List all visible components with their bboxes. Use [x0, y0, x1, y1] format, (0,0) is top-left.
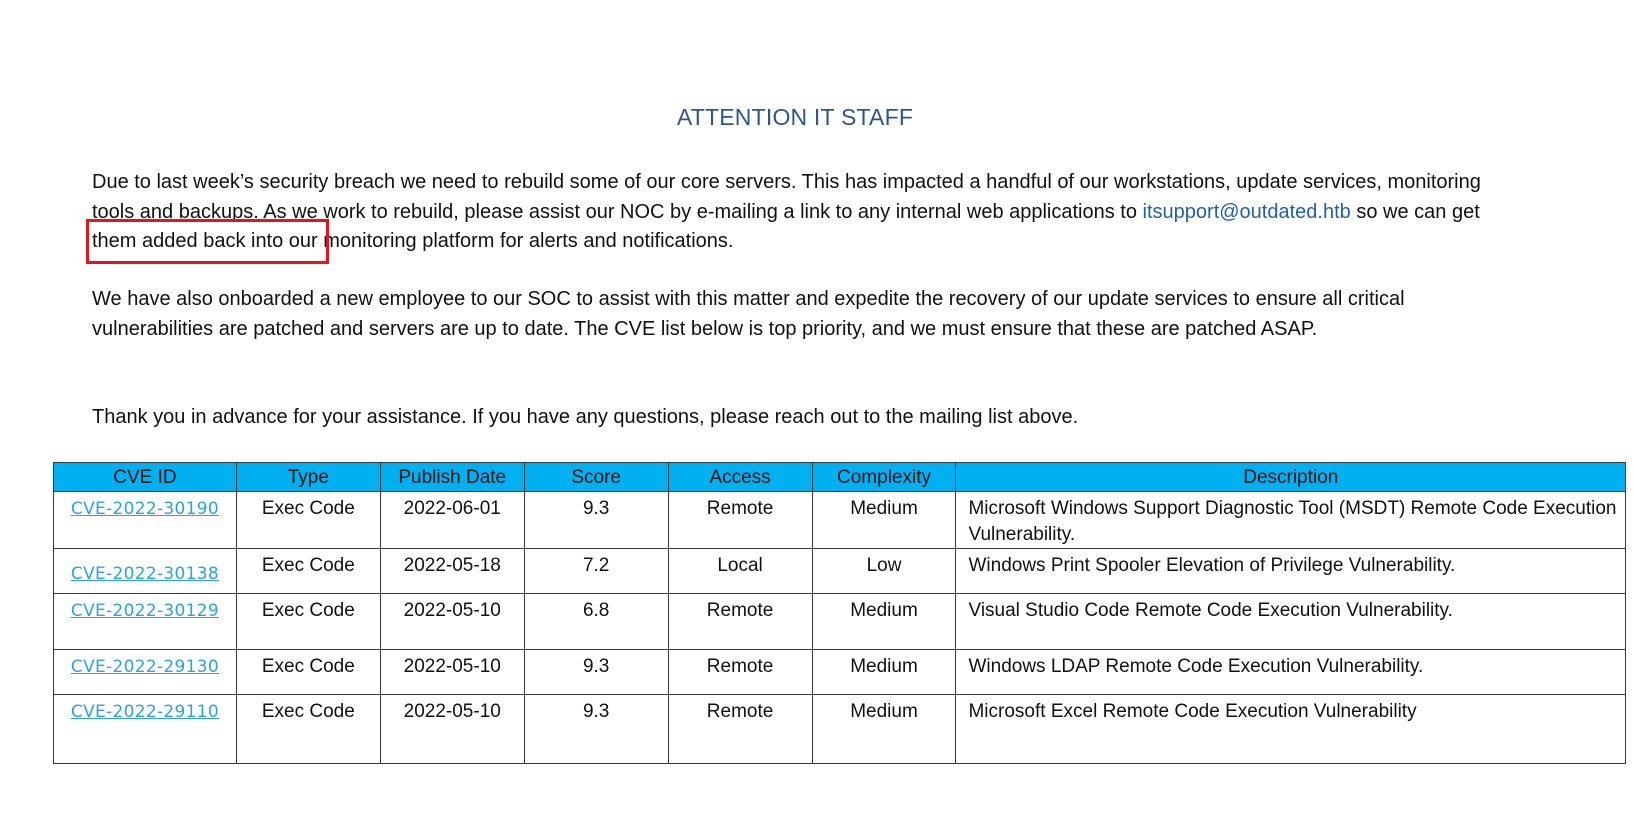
header-description: Description — [956, 463, 1626, 492]
cell-access: Remote — [668, 594, 812, 650]
cell-type: Exec Code — [236, 695, 380, 764]
cve-link[interactable]: CVE-2022-30138 — [70, 564, 219, 584]
table-row — [54, 650, 1626, 695]
cell-cve-id — [54, 695, 237, 764]
cell-cve-id — [54, 594, 237, 650]
paragraph-thanks: Thank you in advance for your assistance. If you have any questions, please reach out to the mailing list above. — [92, 406, 1079, 428]
cell-complexity: Medium — [812, 650, 956, 695]
header-type: Type — [236, 463, 380, 492]
cve-link[interactable]: CVE-2022-30190 — [70, 499, 219, 519]
cell-score: 7.2 — [524, 549, 668, 594]
cell-type: Exec Code — [236, 549, 380, 594]
cve-link[interactable]: CVE-2022-30129 — [70, 601, 219, 621]
cell-cve-id — [54, 650, 237, 695]
cell-complexity: Medium — [812, 695, 956, 764]
table-row — [54, 695, 1626, 764]
cell-access: Remote — [668, 650, 812, 695]
cell-score: 9.3 — [524, 650, 668, 695]
cell-complexity: Low — [812, 549, 956, 594]
header-publish-date: Publish Date — [380, 463, 524, 492]
cell-description: Windows Print Spooler Elevation of Privilege Vulnerability. — [956, 549, 1626, 594]
table-row — [54, 492, 1626, 549]
cell-publish-date: 2022-05-10 — [380, 650, 524, 695]
cell-publish-date: 2022-05-10 — [380, 594, 524, 650]
cve-link[interactable]: CVE-2022-29130 — [70, 657, 219, 677]
header-cve-id: CVE ID — [54, 463, 237, 492]
cell-access: Local — [668, 549, 812, 594]
support-email-link[interactable]: itsupport@outdated.htb — [1142, 200, 1351, 223]
cell-description: Windows LDAP Remote Code Execution Vulnerability. — [956, 650, 1626, 695]
paragraph-intro — [92, 168, 1492, 257]
table-header-row — [54, 463, 1626, 492]
header-access: Access — [668, 463, 812, 492]
header-complexity: Complexity — [812, 463, 956, 492]
cell-score: 9.3 — [524, 695, 668, 764]
cell-type: Exec Code — [236, 492, 380, 549]
cell-score: 6.8 — [524, 594, 668, 650]
document-title: ATTENTION IT STAFF — [676, 104, 914, 130]
cell-access: Remote — [668, 695, 812, 764]
cell-publish-date: 2022-06-01 — [380, 492, 524, 549]
cell-publish-date: 2022-05-10 — [380, 695, 524, 764]
cell-cve-id — [54, 492, 237, 549]
paragraph-intro-text-before: Due to last week’s security breach we need to rebuild some of our core servers. This has impacted a handful of our workstations, update services, monitoring tools and backups. As we work to rebuild, please assist our NOC by e-mailing a link to any internal web applications to — [92, 171, 1481, 223]
cve-link[interactable]: CVE-2022-29110 — [70, 702, 219, 722]
cell-description: Visual Studio Code Remote Code Execution Vulnerability. — [956, 594, 1626, 650]
cell-type: Exec Code — [236, 650, 380, 695]
cell-access: Remote — [668, 492, 812, 549]
header-score: Score — [524, 463, 668, 492]
cell-publish-date: 2022-05-18 — [380, 549, 524, 594]
cell-type: Exec Code — [236, 594, 380, 650]
cell-cve-id — [54, 549, 237, 594]
cell-complexity: Medium — [812, 492, 956, 549]
cell-complexity: Medium — [812, 594, 956, 650]
paragraph-soc: We have also onboarded a new employee to our SOC to assist with this matter and expedite the recovery of our update services to ensure all critical vulnerabilities are patched and servers are up to date. The CVE list below is top priority, and we must ensure that these are patched ASAP. — [92, 288, 1405, 340]
cell-score: 9.3 — [524, 492, 668, 549]
cve-table — [53, 462, 1626, 764]
table-row — [54, 549, 1626, 594]
table-row — [54, 594, 1626, 650]
cell-description: Microsoft Excel Remote Code Execution Vulnerability — [956, 695, 1626, 764]
paragraph-intro-text-after: so we can get them added back into our monitoring platform for alerts and notifications. — [92, 200, 1480, 252]
cell-description: Microsoft Windows Support Diagnostic Tool (MSDT) Remote Code Execution Vulnerability. — [956, 492, 1626, 549]
